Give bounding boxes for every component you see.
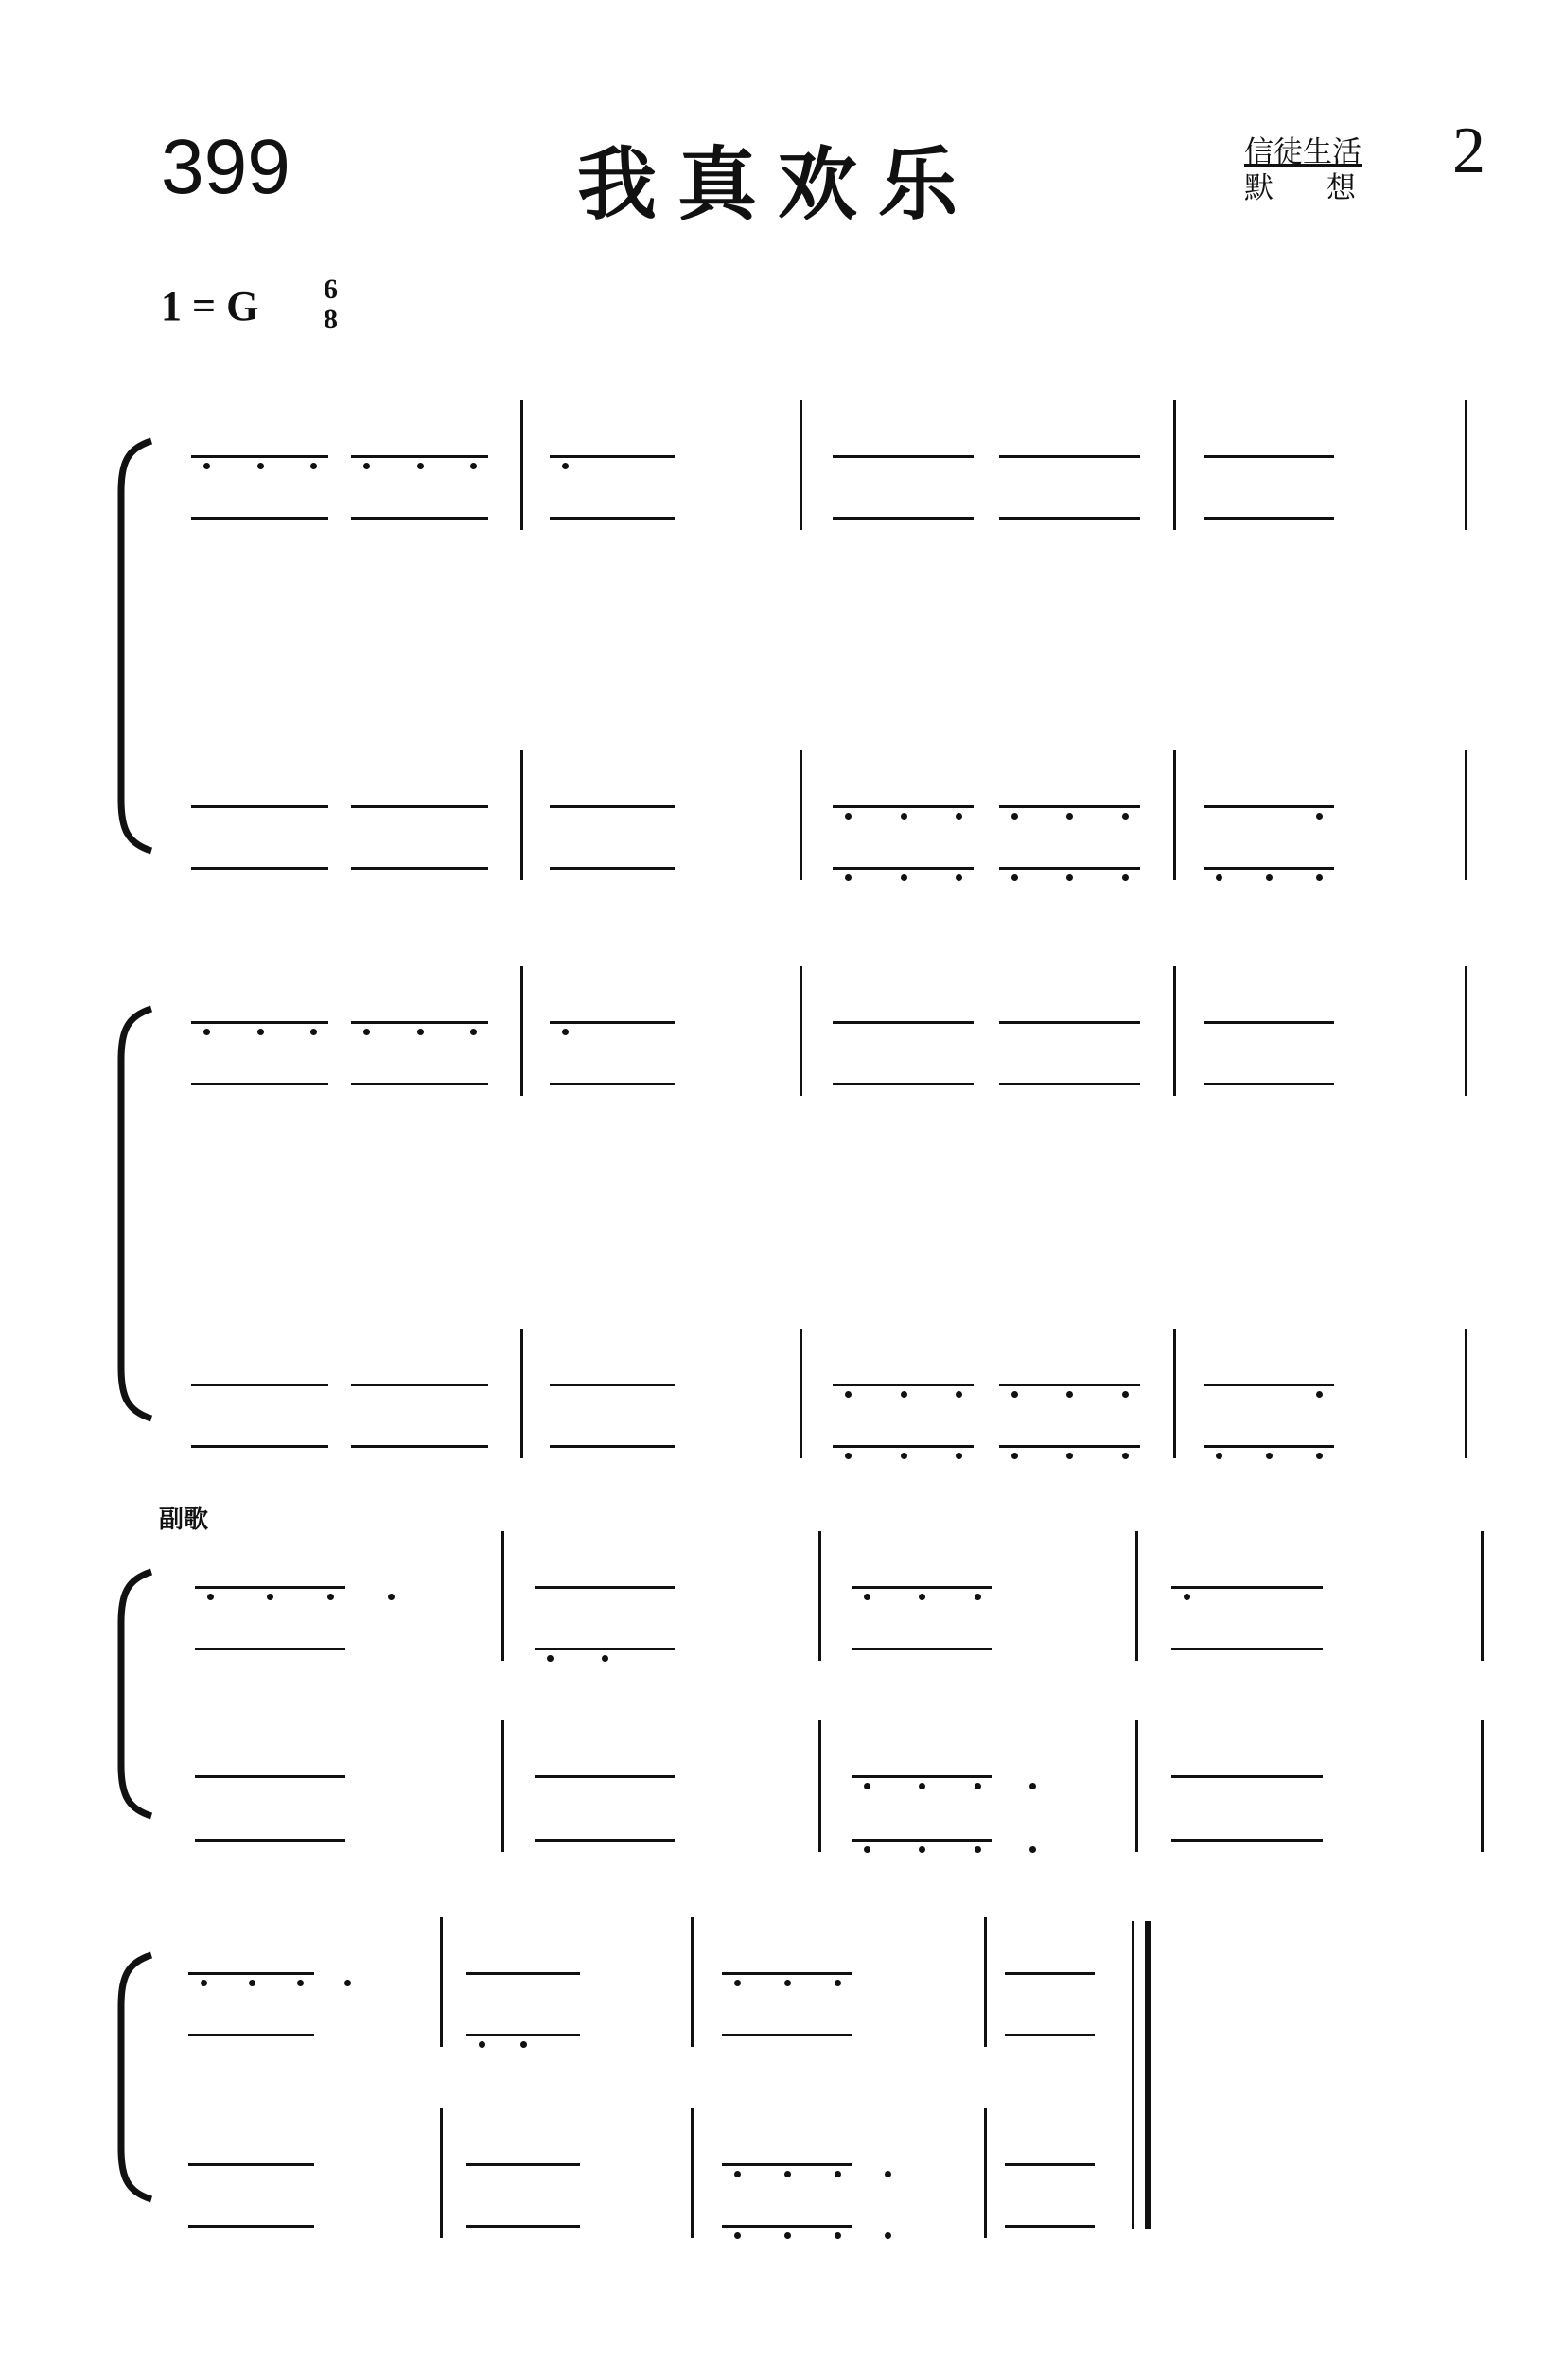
- octave-dot: [479, 2041, 485, 2048]
- beam-line: [550, 1384, 675, 1386]
- octave-dot: [1011, 1453, 1018, 1459]
- octave-dot: [249, 1980, 255, 1986]
- beam-line: [191, 805, 328, 808]
- beam-line: [550, 455, 675, 458]
- credit-author: 默想: [1244, 171, 1409, 205]
- barline: [1135, 1531, 1138, 1661]
- beam-line: [999, 867, 1140, 870]
- octave-dot: [1316, 813, 1323, 820]
- barline: [691, 1917, 694, 2047]
- beam-line: [722, 2163, 852, 2166]
- octave-dot: [1029, 1846, 1036, 1853]
- barline: [984, 1917, 987, 2047]
- credit-block: [1244, 134, 1409, 206]
- octave-dot: [1122, 1391, 1129, 1398]
- barline: [818, 1531, 821, 1661]
- octave-dot: [388, 1594, 395, 1600]
- beam-line: [550, 517, 675, 520]
- beam-line: [1005, 1972, 1095, 1975]
- beam-line: [191, 1445, 328, 1448]
- octave-dot: [885, 2171, 891, 2177]
- hymn-title: 我真欢乐: [577, 137, 979, 231]
- barline: [984, 2108, 987, 2238]
- beam-line: [999, 805, 1140, 808]
- beam-line: [351, 1445, 488, 1448]
- beam-line: [852, 1648, 992, 1650]
- beam-line: [1005, 2225, 1095, 2228]
- beam-line: [191, 1083, 328, 1085]
- beam-line: [999, 517, 1140, 520]
- barline: [818, 1720, 821, 1852]
- octave-dot: [562, 463, 569, 469]
- beam-line: [1204, 867, 1334, 870]
- octave-dot: [956, 1453, 962, 1459]
- beam-line: [852, 1586, 992, 1589]
- octave-dot: [1316, 874, 1323, 881]
- octave-dot: [864, 1594, 870, 1600]
- beam-line: [535, 1839, 675, 1842]
- beam-line: [722, 2034, 852, 2036]
- beam-line: [466, 1972, 580, 1975]
- octave-dot: [562, 1029, 569, 1035]
- time-signature-top: 6: [324, 273, 338, 305]
- beam-line: [195, 1775, 345, 1778]
- octave-dot: [1266, 1453, 1273, 1459]
- octave-dot: [885, 2232, 891, 2239]
- beam-line: [999, 455, 1140, 458]
- beam-line: [1204, 805, 1334, 808]
- octave-dot: [845, 1391, 852, 1398]
- beam-line: [999, 1445, 1140, 1448]
- beam-line: [351, 1384, 488, 1386]
- beam-line: [833, 455, 974, 458]
- octave-dot: [734, 2232, 741, 2239]
- octave-dot: [784, 2171, 791, 2177]
- octave-dot: [1316, 1391, 1323, 1398]
- barline: [1465, 1329, 1467, 1458]
- octave-dot: [864, 1846, 870, 1853]
- barline: [501, 1531, 504, 1661]
- beam-line: [722, 1972, 852, 1975]
- key-signature: 1 = G: [161, 283, 259, 329]
- barline: [800, 750, 802, 880]
- beam-line: [195, 1586, 345, 1589]
- barline: [520, 1329, 523, 1458]
- beam-line: [351, 805, 488, 808]
- beam-line: [466, 2225, 580, 2228]
- beam-line: [833, 517, 974, 520]
- barline: [800, 1329, 802, 1458]
- octave-dot: [975, 1783, 981, 1789]
- final-barline: [1145, 1921, 1151, 2229]
- beam-line: [351, 1083, 488, 1085]
- beam-line: [1005, 2034, 1095, 2036]
- barline: [1481, 1720, 1484, 1852]
- chorus-label: 副歌: [159, 1506, 209, 1534]
- beam-line: [550, 867, 675, 870]
- octave-dot: [1184, 1594, 1190, 1600]
- octave-dot: [835, 2232, 841, 2239]
- beam-line: [1204, 455, 1334, 458]
- octave-dot: [919, 1594, 925, 1600]
- octave-dot: [520, 2041, 527, 2048]
- beam-line: [722, 2225, 852, 2228]
- octave-dot: [784, 1980, 791, 1986]
- beam-line: [195, 1839, 345, 1842]
- octave-dot: [835, 1980, 841, 1986]
- octave-dot: [1266, 874, 1273, 881]
- beam-line: [1204, 1445, 1334, 1448]
- system-brace: [106, 1003, 163, 1424]
- barline: [440, 2108, 443, 2238]
- beam-line: [1171, 1648, 1323, 1650]
- octave-dot: [1029, 1783, 1036, 1789]
- barline: [1465, 400, 1467, 530]
- time-signature: [324, 274, 338, 335]
- beam-line: [1005, 2163, 1095, 2166]
- octave-dot: [201, 1980, 207, 1986]
- beam-line: [351, 867, 488, 870]
- barline: [520, 966, 523, 1096]
- octave-dot: [1066, 874, 1073, 881]
- octave-dot: [310, 463, 317, 469]
- system-brace: [106, 1566, 163, 1822]
- octave-dot: [297, 1980, 304, 1986]
- octave-dot: [1122, 813, 1129, 820]
- system-brace: [106, 1949, 163, 2205]
- beam-line: [351, 517, 488, 520]
- octave-dot: [257, 463, 264, 469]
- beam-line: [188, 2163, 314, 2166]
- octave-dot: [1066, 813, 1073, 820]
- credit-source: 信徒生活: [1244, 135, 1362, 169]
- octave-dot: [203, 463, 210, 469]
- octave-dot: [864, 1783, 870, 1789]
- beam-line: [188, 1972, 314, 1975]
- octave-dot: [363, 1029, 370, 1035]
- beam-line: [1171, 1586, 1323, 1589]
- octave-dot: [1011, 1391, 1018, 1398]
- beam-line: [999, 1083, 1140, 1085]
- octave-dot: [1011, 874, 1018, 881]
- barline: [800, 966, 802, 1096]
- octave-dot: [901, 1453, 907, 1459]
- beam-line: [833, 867, 974, 870]
- beam-line: [852, 1775, 992, 1778]
- octave-dot: [734, 2171, 741, 2177]
- beam-line: [466, 2034, 580, 2036]
- beam-line: [1171, 1839, 1323, 1842]
- beam-line: [1171, 1775, 1323, 1778]
- barline: [800, 400, 802, 530]
- octave-dot: [845, 874, 852, 881]
- beam-line: [999, 1021, 1140, 1024]
- beam-line: [999, 1384, 1140, 1386]
- beam-line: [833, 805, 974, 808]
- barline: [1173, 966, 1176, 1096]
- beam-line: [535, 1586, 675, 1589]
- beam-line: [191, 1384, 328, 1386]
- time-signature-bottom: 8: [324, 304, 338, 335]
- octave-dot: [310, 1029, 317, 1035]
- octave-dot: [1011, 813, 1018, 820]
- octave-dot: [845, 813, 852, 820]
- beam-line: [852, 1839, 992, 1842]
- octave-dot: [203, 1029, 210, 1035]
- octave-dot: [901, 813, 907, 820]
- beam-line: [195, 1648, 345, 1650]
- beam-line: [188, 2225, 314, 2228]
- beam-line: [1204, 1021, 1334, 1024]
- beam-line: [550, 1445, 675, 1448]
- barline: [1465, 966, 1467, 1096]
- beam-line: [191, 867, 328, 870]
- beam-line: [351, 455, 488, 458]
- beam-line: [1204, 517, 1334, 520]
- beam-line: [1204, 1384, 1334, 1386]
- barline: [691, 2108, 694, 2238]
- barline: [1173, 400, 1176, 530]
- barline: [520, 400, 523, 530]
- octave-dot: [975, 1594, 981, 1600]
- barline: [1132, 1921, 1134, 2229]
- beam-line: [550, 1083, 675, 1085]
- octave-dot: [1066, 1391, 1073, 1398]
- beam-line: [833, 1445, 974, 1448]
- octave-dot: [956, 1391, 962, 1398]
- barline: [1135, 1720, 1138, 1852]
- beam-line: [191, 1021, 328, 1024]
- octave-dot: [901, 874, 907, 881]
- octave-dot: [919, 1783, 925, 1789]
- octave-dot: [845, 1453, 852, 1459]
- octave-dot: [363, 463, 370, 469]
- octave-dot: [207, 1594, 214, 1600]
- beam-line: [535, 1775, 675, 1778]
- system-brace: [106, 435, 163, 856]
- beam-line: [1204, 1083, 1334, 1085]
- barline: [1173, 750, 1176, 880]
- octave-dot: [975, 1846, 981, 1853]
- octave-dot: [835, 2171, 841, 2177]
- barline: [520, 750, 523, 880]
- octave-dot: [1216, 874, 1222, 881]
- octave-dot: [470, 1029, 477, 1035]
- octave-dot: [956, 874, 962, 881]
- beam-line: [188, 2034, 314, 2036]
- octave-dot: [1066, 1453, 1073, 1459]
- beam-line: [466, 2163, 580, 2166]
- octave-dot: [417, 1029, 424, 1035]
- beam-line: [550, 805, 675, 808]
- octave-dot: [602, 1655, 608, 1662]
- beam-line: [833, 1021, 974, 1024]
- octave-dot: [327, 1594, 334, 1600]
- octave-dot: [547, 1655, 554, 1662]
- barline: [1173, 1329, 1176, 1458]
- beam-line: [833, 1384, 974, 1386]
- beam-line: [535, 1648, 675, 1650]
- octave-dot: [1316, 1453, 1323, 1459]
- octave-dot: [267, 1594, 273, 1600]
- barline: [440, 1917, 443, 2047]
- beam-line: [833, 1083, 974, 1085]
- beam-line: [550, 1021, 675, 1024]
- barline: [501, 1720, 504, 1852]
- octave-dot: [901, 1391, 907, 1398]
- beam-line: [191, 517, 328, 520]
- beam-line: [351, 1021, 488, 1024]
- octave-dot: [1216, 1453, 1222, 1459]
- octave-dot: [344, 1980, 351, 1986]
- barline: [1481, 1531, 1484, 1661]
- barline: [1465, 750, 1467, 880]
- octave-dot: [919, 1846, 925, 1853]
- hymn-number: 399: [161, 124, 290, 210]
- page-edge-mark: 2: [1452, 115, 1485, 187]
- octave-dot: [470, 463, 477, 469]
- octave-dot: [956, 813, 962, 820]
- octave-dot: [1122, 874, 1129, 881]
- octave-dot: [734, 1980, 741, 1986]
- beam-line: [191, 455, 328, 458]
- octave-dot: [257, 1029, 264, 1035]
- octave-dot: [784, 2232, 791, 2239]
- octave-dot: [1122, 1453, 1129, 1459]
- octave-dot: [417, 463, 424, 469]
